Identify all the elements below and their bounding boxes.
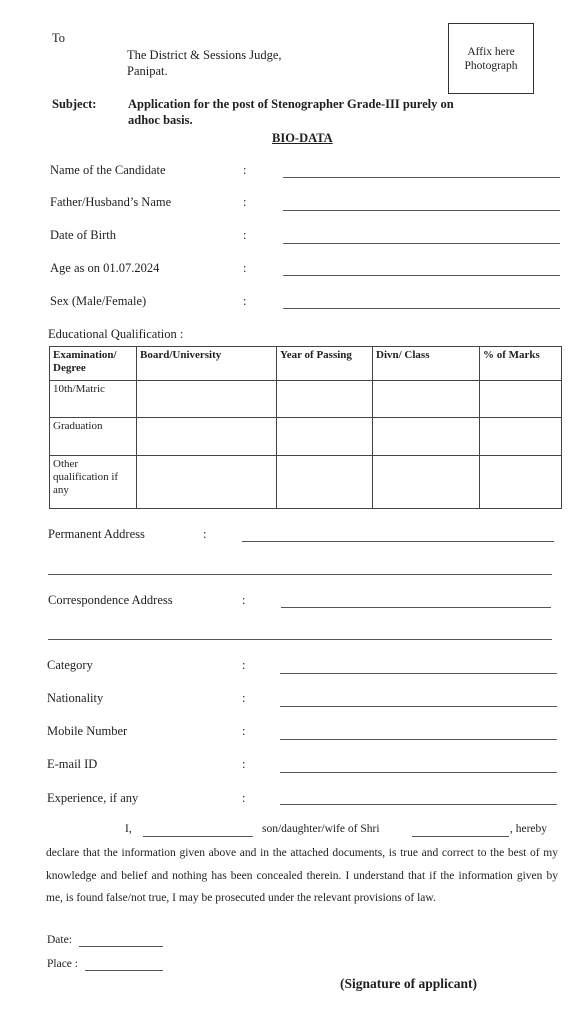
subject-line-1: Application for the post of Stenographer Grade-III purely on <box>128 97 454 111</box>
field-label: E-mail ID <box>47 757 98 771</box>
name-input-line[interactable] <box>283 177 560 178</box>
field-label: Sex (Male/Female) <box>50 294 147 308</box>
field-label: Date of Birth <box>50 228 116 242</box>
mobile-input-line[interactable] <box>280 739 557 740</box>
col-header: Year of Passing <box>277 347 373 381</box>
addressee-line-2: Panipat. <box>127 64 168 78</box>
field-label: Mobile Number <box>47 724 128 738</box>
nationality-input-line[interactable] <box>280 706 557 707</box>
table-header-row <box>50 347 562 381</box>
experience-input-line[interactable] <box>280 804 557 805</box>
photo-box-line-2: Photograph <box>464 59 518 72</box>
permanent-address-label: Permanent Address <box>48 527 145 541</box>
subject-line-2: adhoc basis. <box>128 113 193 127</box>
col-header: Divn/ Class <box>373 347 480 381</box>
declaration-body: declare that the information given above and in the attached documents, is true and correct to the best of my knowledge and belief and nothing has been concealed therein. I understand that if the information given by me, is found false/not true, I may be prosecuted under the relevant provisions of law. <box>46 847 558 904</box>
email-input-line[interactable] <box>280 772 557 773</box>
permanent-address-line-2[interactable] <box>48 574 552 575</box>
permanent-address-line-1[interactable] <box>242 541 554 542</box>
field-label: Age as on 01.07.2024 <box>50 261 160 275</box>
field-colon: : <box>242 724 246 738</box>
place-input-line[interactable] <box>85 970 163 971</box>
table-row <box>50 418 562 455</box>
table-row <box>50 381 562 418</box>
declaration-relation: son/daughter/wife of Shri <box>262 823 380 835</box>
field-colon: : <box>243 261 247 275</box>
field-colon: : <box>243 163 247 177</box>
education-table <box>49 346 562 509</box>
field-colon: : <box>243 195 247 209</box>
to-label: To <box>52 31 66 45</box>
division-cell[interactable] <box>373 418 480 455</box>
applicant-name-line[interactable] <box>143 836 253 837</box>
correspondence-address-line-2[interactable] <box>48 639 552 640</box>
correspondence-address-label: Correspondence Address <box>48 593 173 607</box>
field-colon: : <box>242 593 246 607</box>
signature-label: (Signature of applicant) <box>340 976 478 991</box>
table-row <box>50 455 562 508</box>
date-label: Date: <box>47 934 72 946</box>
field-colon: : <box>242 791 246 805</box>
field-label: Experience, if any <box>47 791 139 805</box>
field-colon: : <box>243 228 247 242</box>
education-label: Educational Qualification : <box>48 327 184 341</box>
field-colon: : <box>242 658 246 672</box>
bio-data-heading: BIO-DATA <box>272 131 333 145</box>
photo-box[interactable] <box>448 23 534 94</box>
declaration-i: I, <box>125 823 132 835</box>
marks-cell[interactable] <box>480 455 562 508</box>
field-colon: : <box>242 691 246 705</box>
board-cell[interactable] <box>137 455 277 508</box>
exam-name: 10th/Matric <box>53 383 105 396</box>
exam-cell <box>50 381 137 418</box>
col-header: Board/University <box>137 347 277 381</box>
father-name-input-line[interactable] <box>283 210 560 211</box>
subject-label: Subject: <box>52 97 97 111</box>
field-label: Nationality <box>47 691 104 705</box>
correspondence-address-line-1[interactable] <box>281 607 551 608</box>
category-input-line[interactable] <box>280 673 557 674</box>
field-colon: : <box>243 294 247 308</box>
field-colon: : <box>242 757 246 771</box>
board-cell[interactable] <box>137 381 277 418</box>
col-header: Examination/ Degree <box>50 347 137 381</box>
field-label: Father/Husband’s Name <box>50 195 172 209</box>
addressee-line-1: The District & Sessions Judge, <box>127 48 282 62</box>
marks-cell[interactable] <box>480 381 562 418</box>
father-name-decl-line[interactable] <box>412 836 509 837</box>
year-cell[interactable] <box>277 381 373 418</box>
exam-name: Graduation <box>53 420 103 433</box>
field-colon: : <box>203 527 207 541</box>
exam-name: Other qualification if any <box>53 457 119 496</box>
field-label: Category <box>47 658 93 672</box>
exam-cell <box>50 455 137 508</box>
field-label: Name of the Candidate <box>50 163 166 177</box>
col-header: % of Marks <box>480 347 562 381</box>
marks-cell[interactable] <box>480 418 562 455</box>
board-cell[interactable] <box>137 418 277 455</box>
year-cell[interactable] <box>277 455 373 508</box>
division-cell[interactable] <box>373 455 480 508</box>
declaration-hereby: , hereby <box>510 823 548 835</box>
sex-input-line[interactable] <box>283 308 560 309</box>
year-cell[interactable] <box>277 418 373 455</box>
age-input-line[interactable] <box>283 275 560 276</box>
date-input-line[interactable] <box>79 946 163 947</box>
dob-input-line[interactable] <box>283 243 560 244</box>
photo-box-line-1: Affix here <box>467 45 515 58</box>
exam-cell <box>50 418 137 455</box>
division-cell[interactable] <box>373 381 480 418</box>
place-label: Place : <box>47 958 78 970</box>
